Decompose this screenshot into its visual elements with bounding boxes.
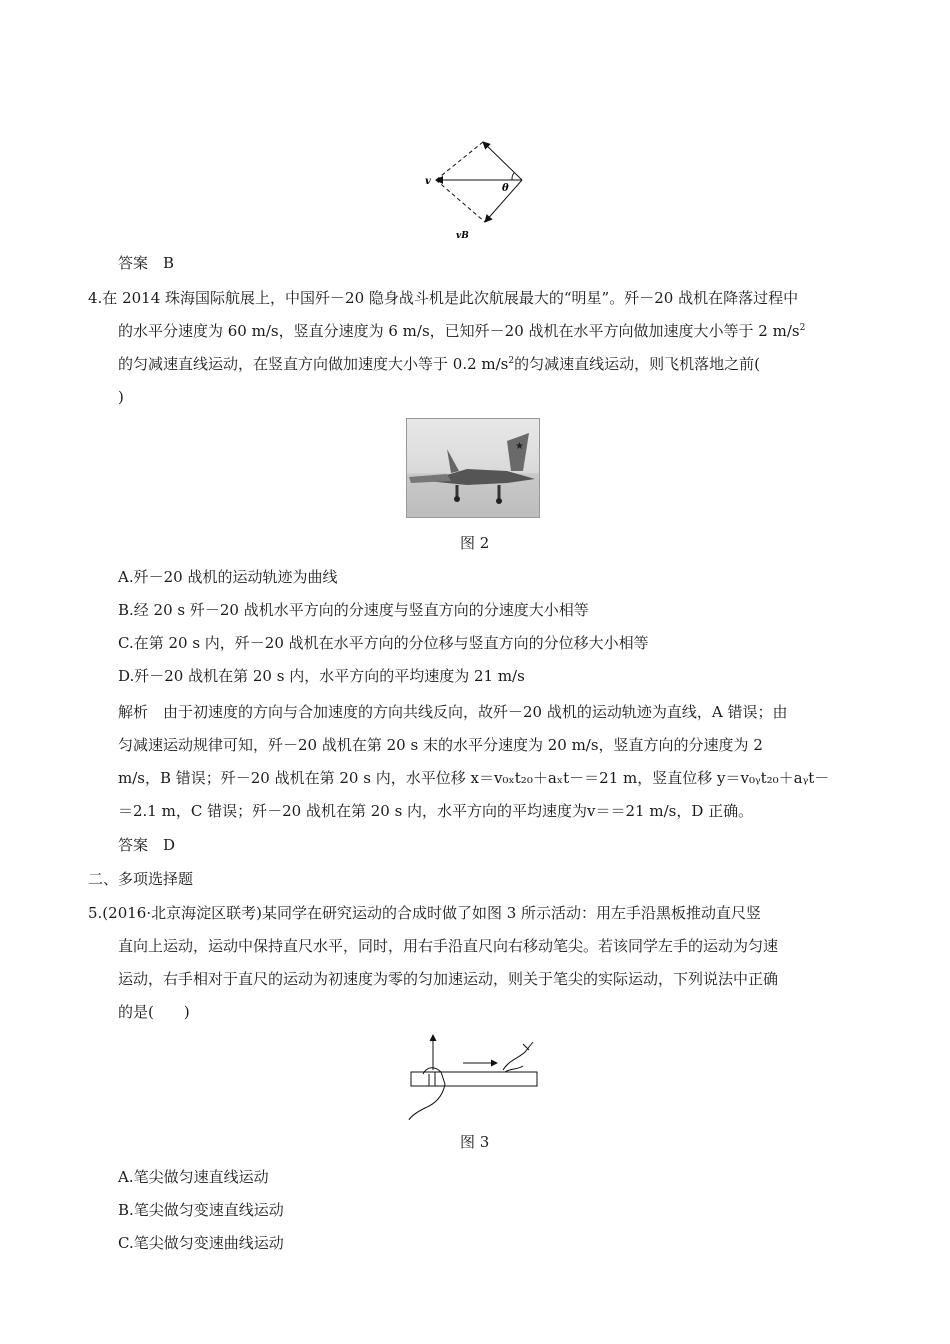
answer-q4: 答案 D [118, 836, 176, 854]
q4-solution-line3: m/s，B 错误；歼－20 战机在第 20 s 内，水平位移 x＝v₀ₓt₂₀＋aₓt－＝21 m，竖直位移 y＝v₀ᵧt₂₀＋aᵧt－ [118, 769, 830, 787]
q4-solution-line1: 解析 由于初速度的方向与合加速度的方向共线反向，故歼－20 战机的运动轨迹为直线，A 错误；由 [118, 703, 788, 721]
q4-line1: 4.在 2014 珠海国际航展上，中国歼－20 隐身战斗机是此次航展最大的“明星”。歼－20 战机在降落过程中 [88, 289, 799, 307]
svg-text:★: ★ [515, 441, 524, 452]
q4-option-b: B.经 20 s 歼－20 战机水平方向的分速度与竖直方向的分速度大小相等 [118, 601, 589, 619]
q4-option-a: A.歼－20 战机的运动轨迹为曲线 [118, 568, 338, 586]
q4-option-d: D.歼－20 战机在第 20 s 内，水平方向的平均速度为 21 m/s [118, 667, 525, 685]
q5-line4: 的是( ) [118, 1003, 190, 1021]
q4-line2: 的水平分速度为 60 m/s，竖直分速度为 6 m/s，已知歼－20 战机在水平方向做加速度大小等于 2 $m/s^2$ [118, 322, 806, 340]
q4-line3: 的匀减速直线运动，在竖直方向做加速度大小等于 0.2 $m/s^2$的匀减速直线运动，则飞机落地之前( [118, 355, 760, 373]
aircraft-photo [406, 418, 540, 518]
velocity-vector-diagram [420, 140, 530, 245]
q5-option-c: C.笔尖做匀变速曲线运动 [118, 1234, 284, 1252]
answer-q3: 答案 B [118, 254, 175, 272]
q4-solution-line2: 匀减速运动规律可知，歼－20 战机在第 20 s 末的水平分速度为 20 m/s，竖直方向的分速度为 2 [118, 736, 763, 754]
q5-option-b: B.笔尖做匀变速直线运动 [118, 1201, 284, 1219]
label-theta: θ [502, 183, 509, 194]
ruler-hand-diagram [405, 1030, 543, 1122]
label-vb: vB [456, 231, 469, 241]
figure-2-caption: 图 2 [460, 534, 490, 552]
q5-option-a: A.笔尖做匀速直线运动 [118, 1168, 269, 1186]
q5-line1: 5.(2016·北京海淀区联考)某同学在研究运动的合成时做了如图 3 所示活动：用左手沿黑板推动直尺竖 [88, 904, 762, 922]
q4-solution-line4: ＝2.1 m，C 错误；歼－20 战机在第 20 s 内，水平方向的平均速度为v＝＝21 m/s，D 正确。 [118, 802, 754, 820]
q4-line4: ) [118, 388, 124, 406]
q5-line3: 运动，右手相对于直尺的运动为初速度为零的匀加速运动，则关于笔尖的实际运动，下列说法中正确 [118, 970, 779, 988]
section-heading: 二、多项选择题 [88, 870, 194, 888]
figure-3-caption: 图 3 [460, 1133, 490, 1151]
label-v: v [425, 176, 431, 187]
q4-option-c: C.在第 20 s 内，歼－20 战机在水平方向的分位移与竖直方向的分位移大小相等 [118, 634, 649, 652]
q5-line2: 直向上运动，运动中保持直尺水平，同时，用右手沿直尺向右移动笔尖。若该同学左手的运动为匀速 [118, 937, 779, 955]
